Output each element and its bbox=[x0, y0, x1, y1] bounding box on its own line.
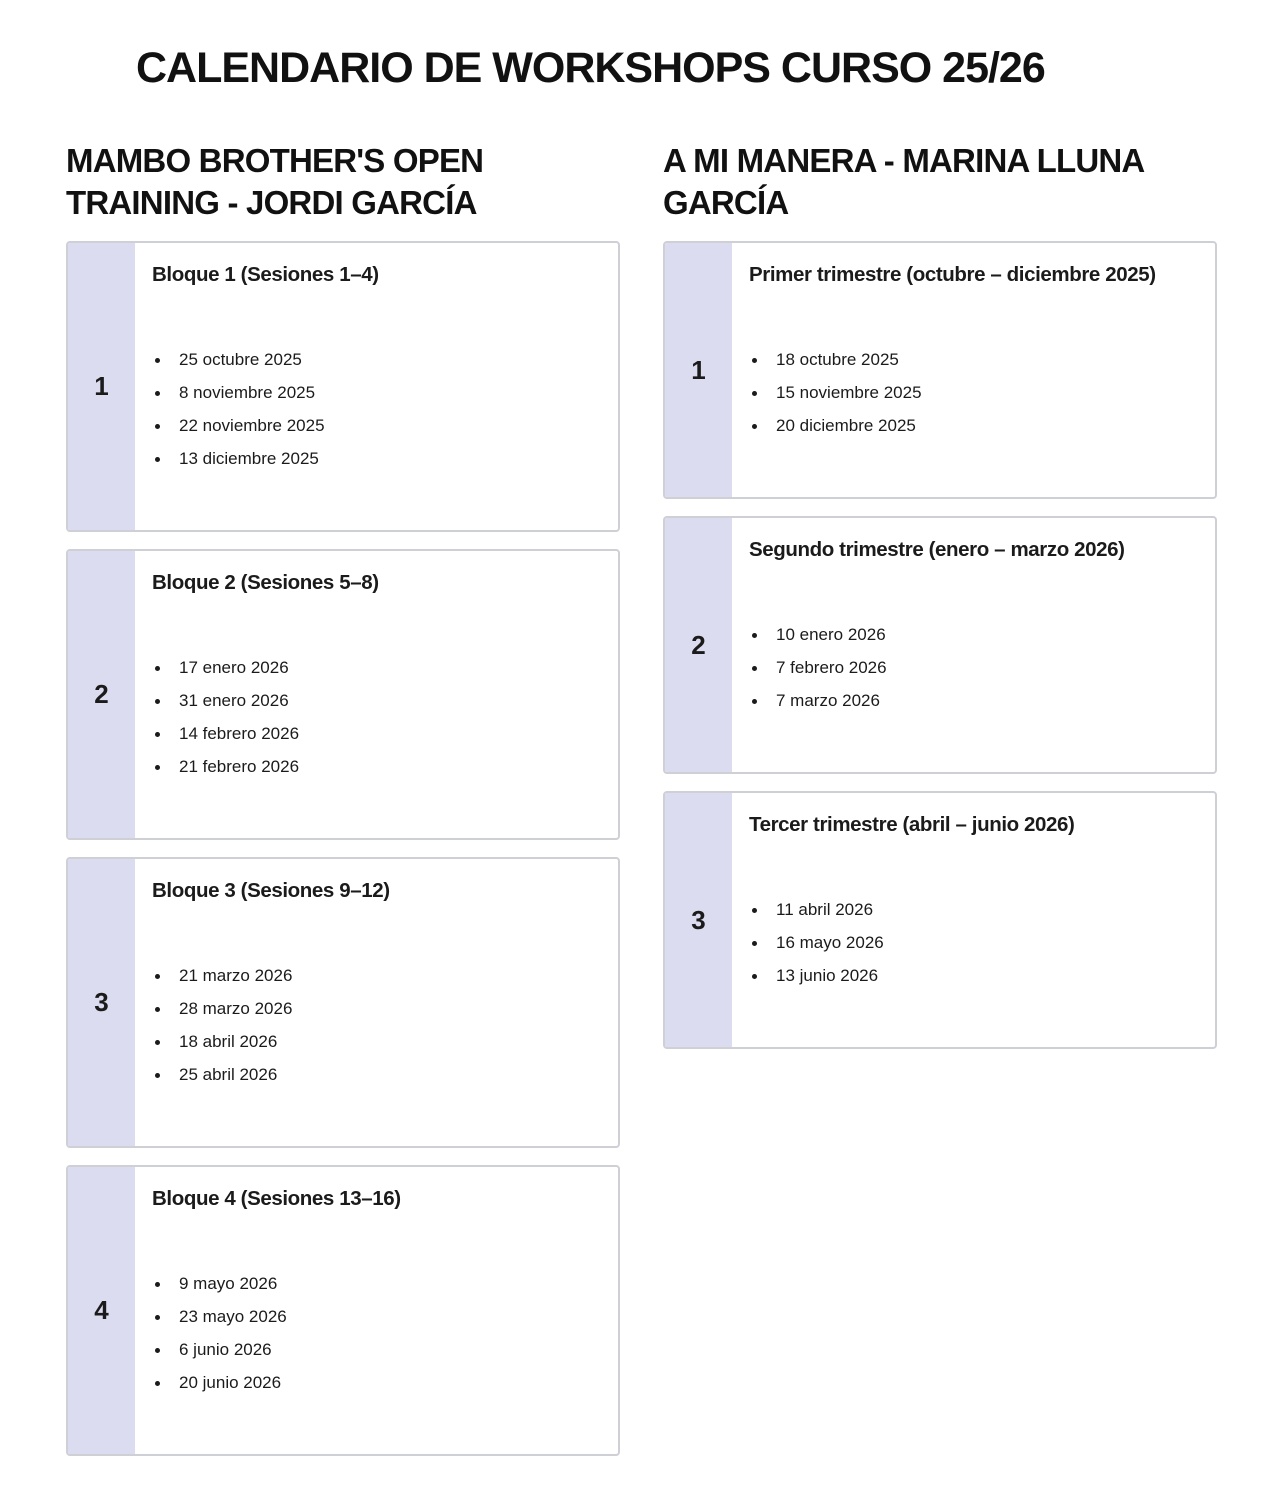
date-item: 18 abril 2026 bbox=[152, 1025, 602, 1058]
date-item: 18 octubre 2025 bbox=[749, 343, 1199, 376]
card-heading: Segundo trimestre (enero – marzo 2026) bbox=[749, 538, 1125, 561]
card-body bbox=[135, 1167, 618, 1454]
session-card bbox=[66, 857, 620, 1148]
date-item: 10 enero 2026 bbox=[749, 618, 1199, 651]
trimester-card bbox=[663, 791, 1217, 1049]
date-item: 13 junio 2026 bbox=[749, 959, 1199, 992]
date-item: 25 octubre 2025 bbox=[152, 343, 602, 376]
card-body bbox=[135, 243, 618, 530]
date-item: 7 marzo 2026 bbox=[749, 684, 1199, 717]
card-heading: Bloque 1 (Sesiones 1–4) bbox=[152, 263, 379, 286]
card-number: 1 bbox=[665, 243, 732, 497]
card-number: 3 bbox=[665, 793, 732, 1047]
column-a-mi-manera bbox=[663, 140, 1217, 1066]
date-item: 20 junio 2026 bbox=[152, 1366, 602, 1399]
date-item: 17 enero 2026 bbox=[152, 651, 602, 684]
date-list bbox=[152, 959, 602, 1091]
card-heading: Bloque 4 (Sesiones 13–16) bbox=[152, 1187, 401, 1210]
date-item: 22 noviembre 2025 bbox=[152, 409, 602, 442]
date-list bbox=[749, 893, 1199, 992]
date-item: 23 mayo 2026 bbox=[152, 1300, 602, 1333]
date-list bbox=[152, 1267, 602, 1399]
date-item: 7 febrero 2026 bbox=[749, 651, 1199, 684]
date-list bbox=[749, 343, 1199, 442]
date-item: 15 noviembre 2025 bbox=[749, 376, 1199, 409]
date-item: 31 enero 2026 bbox=[152, 684, 602, 717]
session-card bbox=[66, 241, 620, 532]
date-item: 14 febrero 2026 bbox=[152, 717, 602, 750]
card-body bbox=[732, 518, 1215, 772]
date-item: 9 mayo 2026 bbox=[152, 1267, 602, 1300]
card-heading: Bloque 3 (Sesiones 9–12) bbox=[152, 879, 390, 902]
date-item: 21 marzo 2026 bbox=[152, 959, 602, 992]
date-list bbox=[749, 618, 1199, 717]
card-body bbox=[135, 859, 618, 1146]
card-number: 2 bbox=[665, 518, 732, 772]
column-title: MAMBO BROTHER'S OPEN TRAINING - JORDI GARCÍA bbox=[66, 142, 484, 221]
date-item: 21 febrero 2026 bbox=[152, 750, 602, 783]
date-item: 13 diciembre 2025 bbox=[152, 442, 602, 475]
date-item: 20 diciembre 2025 bbox=[749, 409, 1199, 442]
trimester-card bbox=[663, 516, 1217, 774]
date-item: 8 noviembre 2025 bbox=[152, 376, 602, 409]
column-mambo-brothers bbox=[66, 140, 620, 1473]
card-number: 4 bbox=[68, 1167, 135, 1454]
session-card bbox=[66, 1165, 620, 1456]
date-item: 11 abril 2026 bbox=[749, 893, 1199, 926]
date-item: 25 abril 2026 bbox=[152, 1058, 602, 1091]
date-list bbox=[152, 343, 602, 475]
trimester-card bbox=[663, 241, 1217, 499]
card-heading: Primer trimestre (octubre – diciembre 2025) bbox=[749, 263, 1156, 286]
card-number: 2 bbox=[68, 551, 135, 838]
column-title: A MI MANERA - MARINA LLUNA GARCÍA bbox=[663, 142, 1144, 221]
card-body bbox=[732, 793, 1215, 1047]
card-number: 1 bbox=[68, 243, 135, 530]
card-number: 3 bbox=[68, 859, 135, 1146]
card-heading: Bloque 2 (Sesiones 5–8) bbox=[152, 571, 379, 594]
date-item: 16 mayo 2026 bbox=[749, 926, 1199, 959]
date-item: 28 marzo 2026 bbox=[152, 992, 602, 1025]
page-title: CALENDARIO DE WORKSHOPS CURSO 25/26 bbox=[136, 44, 1045, 92]
card-body bbox=[732, 243, 1215, 497]
card-heading: Tercer trimestre (abril – junio 2026) bbox=[749, 813, 1075, 836]
date-item: 6 junio 2026 bbox=[152, 1333, 602, 1366]
session-card bbox=[66, 549, 620, 840]
card-body bbox=[135, 551, 618, 838]
date-list bbox=[152, 651, 602, 783]
